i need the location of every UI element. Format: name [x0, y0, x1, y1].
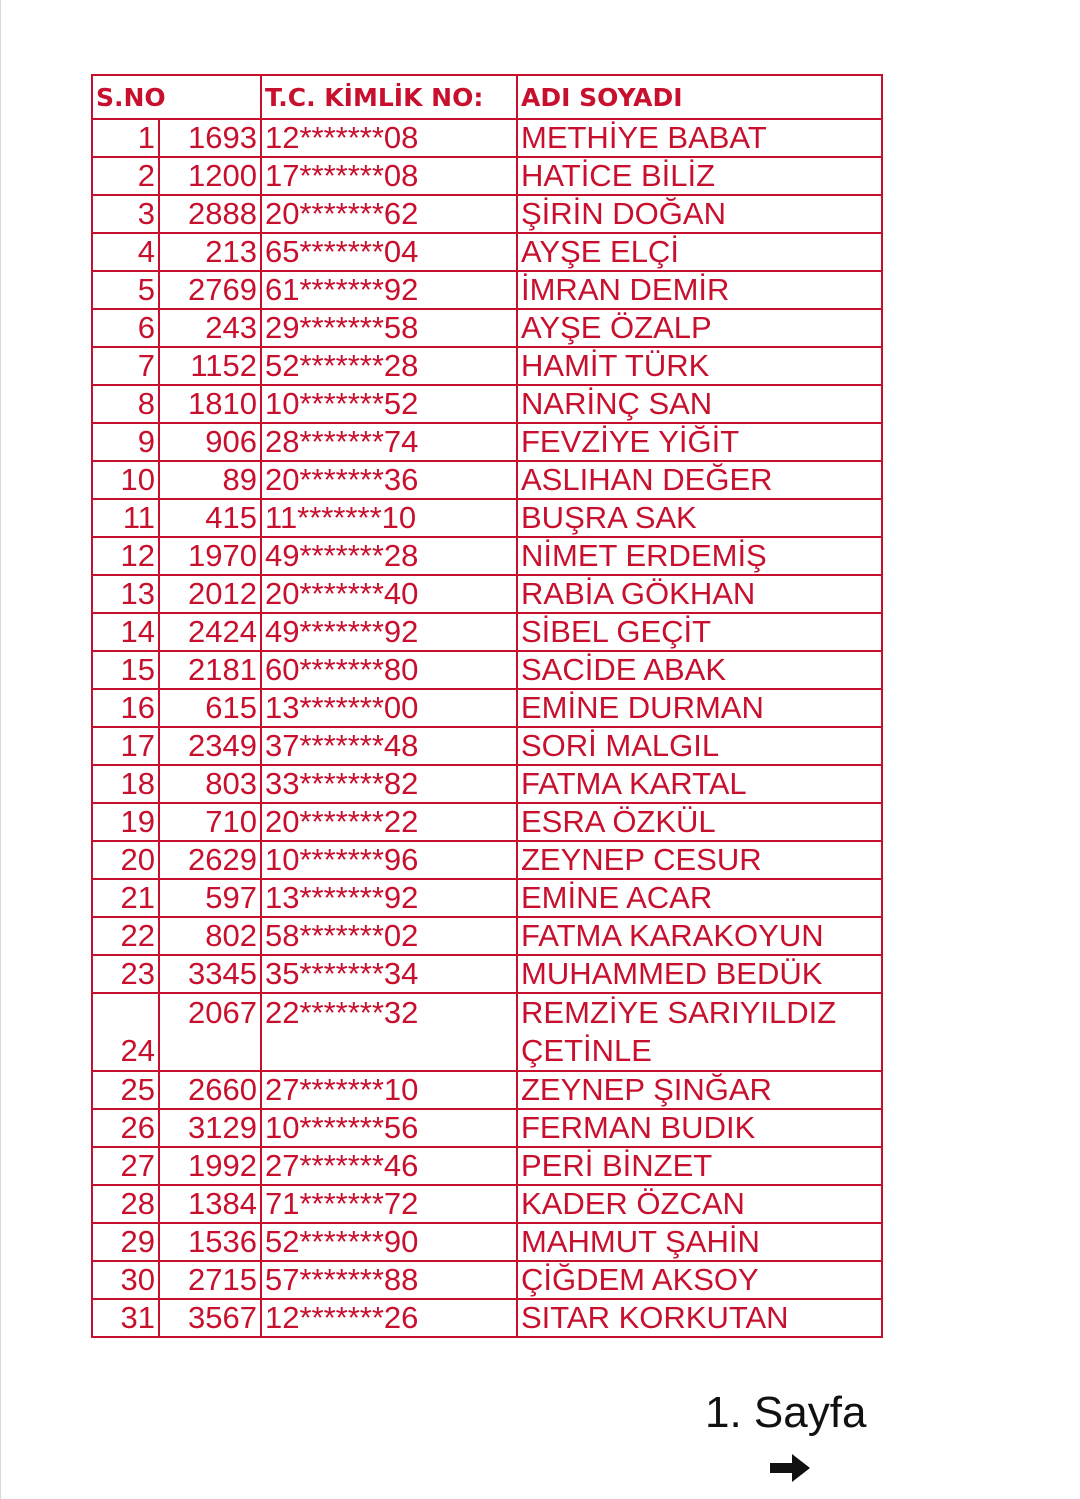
table-row [92, 841, 882, 879]
cell-tc-number: 37*******48 [261, 727, 517, 765]
cell-tc-number: 20*******40 [261, 575, 517, 613]
cell-full-name: ESRA ÖZKÜL [517, 803, 882, 841]
cell-tc-number: 49*******92 [261, 613, 517, 651]
cell-sno: 8 [92, 385, 159, 423]
cell-tc-number: 35*******34 [261, 955, 517, 993]
table-row [92, 309, 882, 347]
cell-sno: 26 [92, 1109, 159, 1147]
header-sno: S.NO [92, 75, 261, 119]
table-row [92, 879, 882, 917]
table-row [92, 119, 882, 157]
cell-sno: 6 [92, 309, 159, 347]
cell-tc-number: 57*******88 [261, 1261, 517, 1299]
cell-full-name: HAMİT TÜRK [517, 347, 882, 385]
cell-code: 2181 [159, 651, 261, 689]
cell-tc-number: 20*******62 [261, 195, 517, 233]
cell-full-name: ÇİĞDEM AKSOY [517, 1261, 882, 1299]
table-row [92, 727, 882, 765]
cell-tc-number: 17*******08 [261, 157, 517, 195]
cell-sno: 23 [92, 955, 159, 993]
cell-tc-number: 10*******96 [261, 841, 517, 879]
cell-code: 1693 [159, 119, 261, 157]
cell-code: 3129 [159, 1109, 261, 1147]
cell-full-name: FATMA KARTAL [517, 765, 882, 803]
cell-full-name: REMZİYE SARIYILDIZ ÇETİNLE [517, 993, 882, 1071]
cell-tc-number: 10*******56 [261, 1109, 517, 1147]
cell-sno: 14 [92, 613, 159, 651]
header-tc: T.C. KİMLİK NO: [261, 75, 517, 119]
cell-code: 415 [159, 499, 261, 537]
cell-tc-number: 13*******92 [261, 879, 517, 917]
cell-code: 1992 [159, 1147, 261, 1185]
cell-code: 597 [159, 879, 261, 917]
table-row [92, 537, 882, 575]
cell-code: 1384 [159, 1185, 261, 1223]
cell-full-name: RABİA GÖKHAN [517, 575, 882, 613]
cell-full-name: İMRAN DEMİR [517, 271, 882, 309]
cell-sno: 18 [92, 765, 159, 803]
table-row [92, 1299, 882, 1337]
table-row [92, 1147, 882, 1185]
cell-tc-number: 49*******28 [261, 537, 517, 575]
cell-sno: 31 [92, 1299, 159, 1337]
cell-sno: 22 [92, 917, 159, 955]
table-row [92, 195, 882, 233]
cell-sno: 9 [92, 423, 159, 461]
cell-code: 710 [159, 803, 261, 841]
cell-code: 3567 [159, 1299, 261, 1337]
cell-full-name: ZEYNEP CESUR [517, 841, 882, 879]
cell-code: 243 [159, 309, 261, 347]
cell-tc-number: 12*******08 [261, 119, 517, 157]
cell-full-name: MAHMUT ŞAHİN [517, 1223, 882, 1261]
cell-full-name: SORİ MALGIL [517, 727, 882, 765]
cell-full-name: NARİNÇ SAN [517, 385, 882, 423]
cell-code: 1200 [159, 157, 261, 195]
cell-tc-number: 52*******90 [261, 1223, 517, 1261]
cell-tc-number: 20*******22 [261, 803, 517, 841]
cell-sno: 30 [92, 1261, 159, 1299]
cell-code: 802 [159, 917, 261, 955]
page-number-label: 1. Sayfa [705, 1388, 867, 1437]
cell-full-name: MUHAMMED BEDÜK [517, 955, 882, 993]
cell-tc-number: 13*******00 [261, 689, 517, 727]
table-row [92, 1223, 882, 1261]
cell-tc-number: 61*******92 [261, 271, 517, 309]
table-row [92, 613, 882, 651]
cell-tc-number: 29*******58 [261, 309, 517, 347]
cell-full-name: BUŞRA SAK [517, 499, 882, 537]
cell-full-name: METHİYE BABAT [517, 119, 882, 157]
cell-code: 2629 [159, 841, 261, 879]
table-row [92, 1109, 882, 1147]
table-row [92, 461, 882, 499]
arrow-right-icon[interactable] [768, 1452, 812, 1484]
table-row [92, 651, 882, 689]
cell-full-name: PERİ BİNZET [517, 1147, 882, 1185]
cell-sno: 29 [92, 1223, 159, 1261]
table-body [92, 119, 882, 1337]
table-row [92, 423, 882, 461]
cell-code: 2715 [159, 1261, 261, 1299]
table-row [92, 955, 882, 993]
table-row [92, 689, 882, 727]
cell-sno: 7 [92, 347, 159, 385]
cell-code: 615 [159, 689, 261, 727]
cell-code: 2888 [159, 195, 261, 233]
cell-code: 1810 [159, 385, 261, 423]
cell-sno: 2 [92, 157, 159, 195]
cell-tc-number: 65*******04 [261, 233, 517, 271]
cell-sno: 10 [92, 461, 159, 499]
table-row [92, 1185, 882, 1223]
cell-full-name: AYŞE ELÇİ [517, 233, 882, 271]
table-row [92, 347, 882, 385]
cell-full-name: FEVZİYE YİĞİT [517, 423, 882, 461]
table-row [92, 233, 882, 271]
cell-full-name: SACİDE ABAK [517, 651, 882, 689]
table-row [92, 157, 882, 195]
cell-tc-number: 11*******10 [261, 499, 517, 537]
table-row [92, 499, 882, 537]
cell-sno: 27 [92, 1147, 159, 1185]
table-row [92, 385, 882, 423]
cell-code: 2660 [159, 1071, 261, 1109]
cell-full-name: ŞİRİN DOĞAN [517, 195, 882, 233]
cell-code: 2067 [159, 993, 261, 1071]
cell-full-name: SİBEL GEÇİT [517, 613, 882, 651]
cell-tc-number: 20*******36 [261, 461, 517, 499]
cell-tc-number: 58*******02 [261, 917, 517, 955]
cell-full-name: NİMET ERDEMİŞ [517, 537, 882, 575]
cell-sno: 16 [92, 689, 159, 727]
cell-sno: 11 [92, 499, 159, 537]
cell-tc-number: 52*******28 [261, 347, 517, 385]
cell-code: 89 [159, 461, 261, 499]
cell-code: 3345 [159, 955, 261, 993]
cell-full-name: FATMA KARAKOYUN [517, 917, 882, 955]
cell-full-name: SITAR KORKUTAN [517, 1299, 882, 1337]
cell-code: 213 [159, 233, 261, 271]
cell-tc-number: 27*******10 [261, 1071, 517, 1109]
cell-sno: 21 [92, 879, 159, 917]
table-header-row [92, 75, 882, 119]
cell-sno: 4 [92, 233, 159, 271]
cell-full-name: HATİCE BİLİZ [517, 157, 882, 195]
cell-sno: 17 [92, 727, 159, 765]
table-row [92, 575, 882, 613]
cell-tc-number: 10*******52 [261, 385, 517, 423]
participant-table [91, 74, 883, 1338]
cell-code: 1152 [159, 347, 261, 385]
table-row [92, 765, 882, 803]
cell-full-name: EMİNE DURMAN [517, 689, 882, 727]
cell-sno: 3 [92, 195, 159, 233]
cell-code: 2769 [159, 271, 261, 309]
table-row [92, 917, 882, 955]
table-row [92, 1261, 882, 1299]
header-name: ADI SOYADI [517, 75, 882, 119]
cell-tc-number: 28*******74 [261, 423, 517, 461]
cell-tc-number: 33*******82 [261, 765, 517, 803]
cell-full-name: KADER ÖZCAN [517, 1185, 882, 1223]
cell-sno: 12 [92, 537, 159, 575]
cell-sno: 5 [92, 271, 159, 309]
cell-sno: 20 [92, 841, 159, 879]
cell-tc-number: 22*******32 [261, 993, 517, 1071]
cell-code: 1970 [159, 537, 261, 575]
table-row [92, 1071, 882, 1109]
cell-code: 2424 [159, 613, 261, 651]
cell-code: 803 [159, 765, 261, 803]
cell-tc-number: 27*******46 [261, 1147, 517, 1185]
table-row [92, 993, 882, 1071]
cell-sno: 25 [92, 1071, 159, 1109]
cell-sno: 15 [92, 651, 159, 689]
cell-code: 2349 [159, 727, 261, 765]
cell-sno: 1 [92, 119, 159, 157]
cell-sno: 19 [92, 803, 159, 841]
cell-code: 1536 [159, 1223, 261, 1261]
cell-sno: 24 [92, 993, 159, 1071]
cell-sno: 28 [92, 1185, 159, 1223]
cell-full-name: FERMAN BUDIK [517, 1109, 882, 1147]
cell-full-name: ZEYNEP ŞINĞAR [517, 1071, 882, 1109]
cell-tc-number: 60*******80 [261, 651, 517, 689]
cell-tc-number: 12*******26 [261, 1299, 517, 1337]
cell-sno: 13 [92, 575, 159, 613]
page-edge [0, 0, 1, 1499]
cell-tc-number: 71*******72 [261, 1185, 517, 1223]
table-row [92, 803, 882, 841]
cell-code: 906 [159, 423, 261, 461]
cell-full-name: AYŞE ÖZALP [517, 309, 882, 347]
cell-full-name: ASLIHAN DEĞER [517, 461, 882, 499]
cell-full-name: EMİNE ACAR [517, 879, 882, 917]
cell-code: 2012 [159, 575, 261, 613]
table-row [92, 271, 882, 309]
